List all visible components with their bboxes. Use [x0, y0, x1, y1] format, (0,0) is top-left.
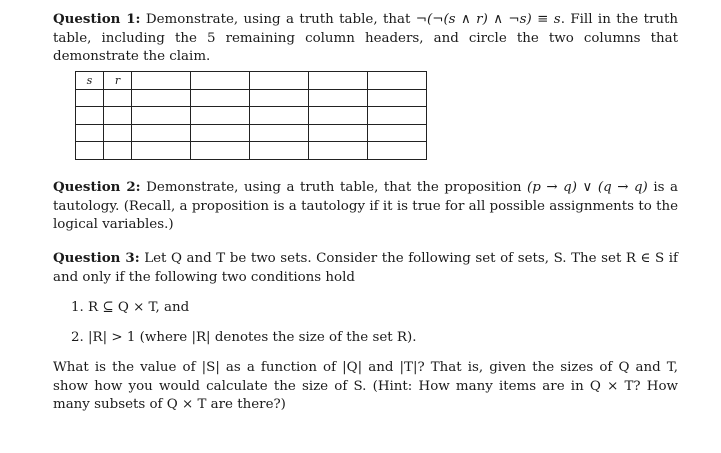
question-1-formula: ¬(¬(s ∧ r) ∧ ¬s) ≡ s: [415, 12, 561, 27]
question-3-text: Let Q and T be two sets. Consider the following set of sets, S. The set R ∈ S if and only if the following two conditions hold: [53, 251, 679, 285]
question-2-text-before: Demonstrate, using a truth table, that the proposition: [140, 180, 528, 195]
table-cell: [104, 107, 132, 125]
header-cell-4: [191, 72, 250, 90]
table-row: [76, 124, 427, 142]
table-cell: [191, 142, 250, 160]
question-2-formula: (p → q) ∨ (q → q): [527, 180, 648, 195]
question-1-text-before: Demonstrate, using a truth table, that: [140, 12, 416, 27]
header-cell-6: [309, 72, 368, 90]
header-cell-s: s: [76, 72, 104, 90]
table-row: [76, 89, 427, 107]
question-2-label: Question 2:: [53, 179, 141, 195]
table-cell: [76, 89, 104, 107]
table-cell: [368, 89, 427, 107]
table-cell: [368, 142, 427, 160]
table-cell: [250, 124, 309, 142]
table-cell: [104, 124, 132, 142]
header-cell-r: r: [104, 72, 132, 90]
table-cell: [250, 142, 309, 160]
header-cell-7: [368, 72, 427, 90]
table-cell: [132, 107, 191, 125]
header-cell-3: [132, 72, 191, 90]
table-cell: [250, 89, 309, 107]
table-row: [76, 107, 427, 125]
truth-table-header-row: [76, 72, 427, 90]
question-1: [53, 10, 678, 67]
question-1-text-after: . Fill in the truth table, including the 5 remaining column headers, and circle the two columns that demonstrate the claim.: [53, 12, 678, 64]
table-cell: [132, 89, 191, 107]
table-cell: [132, 142, 191, 160]
table-row: [76, 142, 427, 160]
question-2-text-after: is a tautology. (Recall, a proposition is a tautology if it is true for all possible assignments to the logical variables.): [53, 180, 679, 232]
question-2: [53, 178, 678, 235]
table-cell: [368, 124, 427, 142]
question-3-closing: What is the value of |S| as a function of |Q| and |T|? That is, given the sizes of Q and T, show how you would calculate the size of S. (Hint: How many items are in Q × T? How many subsets of Q × T are there?): [53, 360, 678, 412]
table-cell: [104, 89, 132, 107]
table-cell: [309, 107, 368, 125]
table-cell: [309, 142, 368, 160]
table-cell: [250, 107, 309, 125]
table-cell: [191, 107, 250, 125]
table-cell: [191, 89, 250, 107]
question-1-label: Question 1:: [53, 11, 141, 27]
question-3: [53, 249, 678, 287]
table-cell: [76, 107, 104, 125]
condition-1: 1. R ⊆ Q × T, and: [71, 300, 190, 315]
table-cell: [191, 124, 250, 142]
table-cell: [132, 124, 191, 142]
table-cell: [76, 142, 104, 160]
table-cell: [368, 107, 427, 125]
table-cell: [104, 142, 132, 160]
table-cell: [76, 124, 104, 142]
question-3-label: Question 3:: [53, 250, 140, 266]
table-cell: [309, 89, 368, 107]
table-cell: [309, 124, 368, 142]
header-cell-5: [250, 72, 309, 90]
truth-table: [75, 71, 427, 160]
condition-2: 2. |R| > 1 (where |R| denotes the size of the set R).: [71, 330, 417, 345]
